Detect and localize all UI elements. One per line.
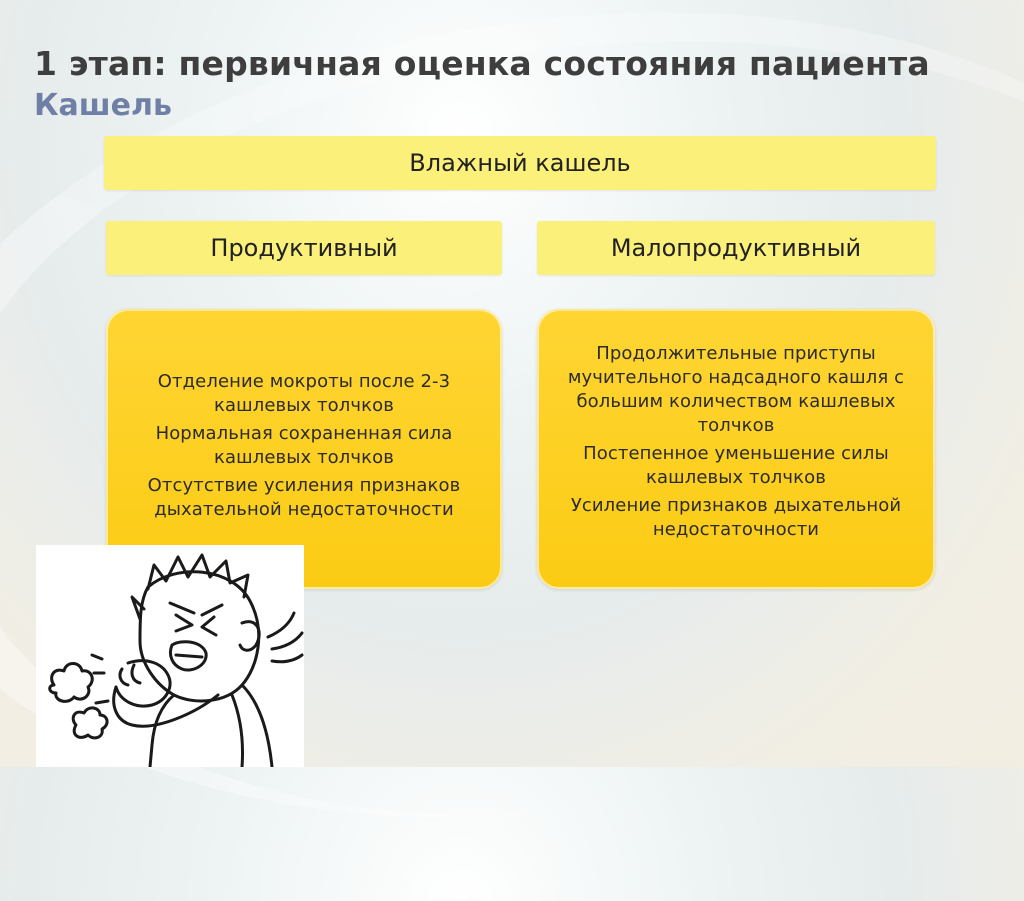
card-item: Постепенное уменьшение силы кашлевых толчков bbox=[583, 443, 889, 488]
category-banner bbox=[104, 136, 936, 190]
column-heading-label: Малопродуктивный bbox=[610, 234, 862, 262]
page-subtitle: Кашель bbox=[34, 88, 172, 123]
column-heading-low-productive bbox=[537, 221, 935, 275]
card-item: Усиление признаков дыхательной недостаточности bbox=[570, 495, 902, 540]
coughing-child-drawing-icon bbox=[36, 545, 304, 767]
coughing-child-illustration bbox=[36, 545, 304, 767]
card-item: Продолжительные приступы мучительного надсадного кашля с большим количеством кашлевых толчков bbox=[567, 343, 905, 436]
card-item: Нормальная сохраненная сила кашлевых толчков bbox=[155, 423, 453, 468]
card-content bbox=[557, 338, 915, 546]
category-label: Влажный кашель bbox=[409, 149, 631, 177]
card-low-productive bbox=[537, 309, 935, 589]
card-item: Отсутствие усиления признаков дыхательной недостаточности bbox=[147, 475, 461, 520]
column-heading-productive bbox=[106, 221, 502, 275]
page-title: 1 этап: первичная оценка состояния пациента bbox=[34, 44, 930, 83]
card-content bbox=[126, 366, 482, 526]
column-heading-label: Продуктивный bbox=[210, 234, 398, 262]
card-item: Отделение мокроты после 2-3 кашлевых толчков bbox=[157, 371, 451, 416]
